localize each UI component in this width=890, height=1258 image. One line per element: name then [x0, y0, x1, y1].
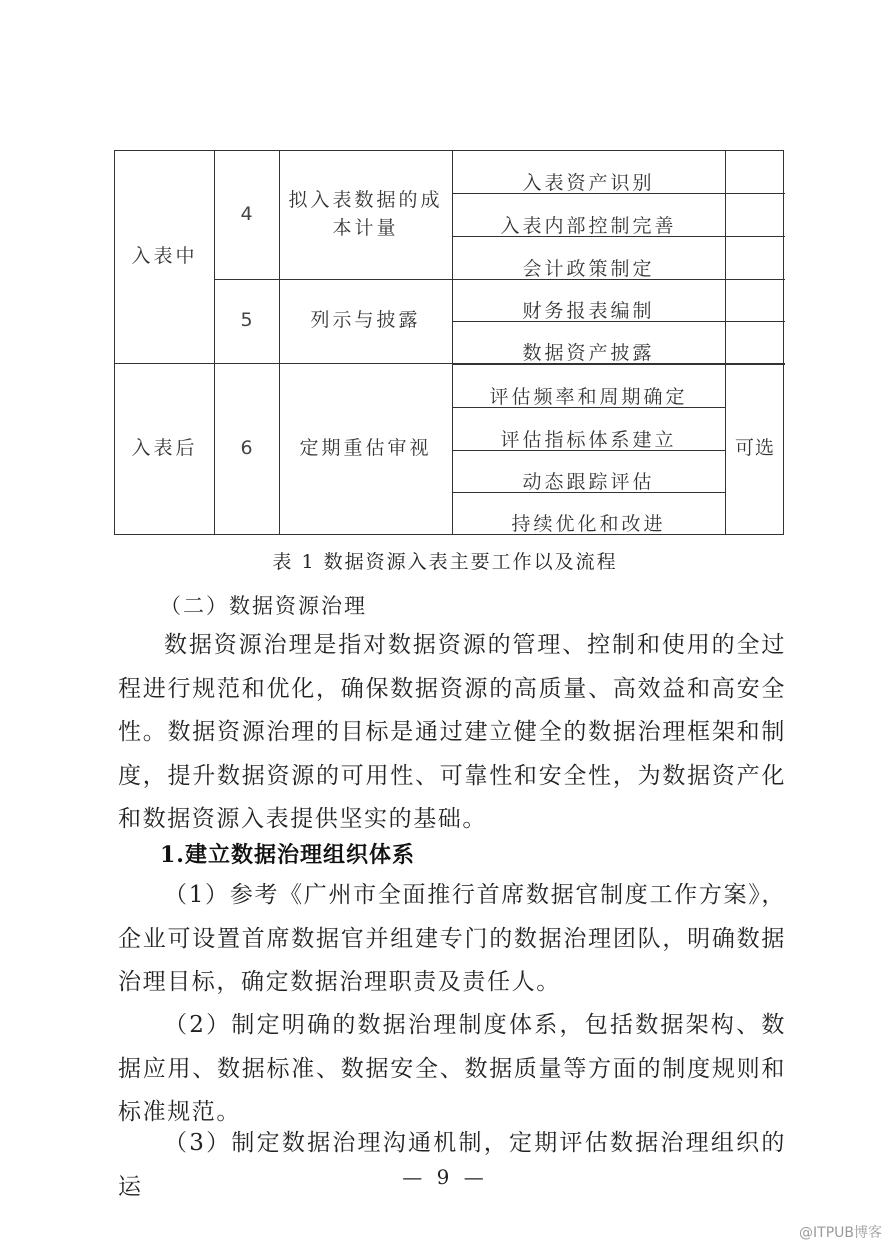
step-name: 定期重估审视 — [299, 437, 432, 460]
step-name-cell — [279, 363, 452, 535]
step-name-cell — [279, 151, 452, 279]
phase-cell — [115, 151, 214, 363]
task-label: 会计政策制定 — [522, 258, 655, 280]
task-cell — [452, 322, 725, 365]
task-cell — [452, 194, 725, 238]
phase-label: 入表中 — [131, 245, 198, 268]
watermark: @ITPUB博客 — [799, 1225, 882, 1241]
task-cell — [452, 364, 725, 409]
task-label: 动态跟踪评估 — [522, 471, 655, 493]
task-label: 入表资产识别 — [522, 172, 655, 194]
sub-heading: 1.建立数据治理组织体系 — [160, 842, 415, 868]
page-number: — 9 — — [402, 1165, 488, 1189]
task-cell — [452, 237, 725, 281]
task-label: 评估频率和周期确定 — [489, 386, 688, 408]
step-number: 6 — [240, 437, 253, 460]
task-cell — [452, 408, 725, 452]
step-name-line: 拟入表数据的成 — [288, 189, 443, 212]
workflow-table — [114, 150, 784, 535]
list-item: （3）制定数据治理沟通机制，定期评估数据治理组织的运 — [118, 1130, 786, 1200]
section-heading: （二）数据资源治理 — [160, 594, 367, 618]
task-label: 评估指标体系建立 — [500, 429, 677, 451]
phase-label: 入表后 — [131, 437, 198, 460]
task-label: 持续优化和改进 — [511, 513, 666, 535]
step-number-cell — [214, 151, 279, 279]
list-item: （1）参考《广州市全面推行首席数据官制度工作方案》，企业可设置首席数据官并组建专门的数据治理团队，明确数据治理目标，确定数据治理职责及责任人。 — [118, 882, 786, 995]
task-cell — [452, 451, 725, 494]
note-cell — [725, 363, 785, 535]
step-name: 列示与披露 — [310, 309, 421, 332]
task-label: 财务报表编制 — [522, 300, 655, 322]
task-cell — [452, 151, 725, 195]
task-label: 入表内部控制完善 — [500, 215, 677, 237]
table-grid-line — [725, 321, 785, 322]
step-number: 4 — [240, 203, 253, 226]
task-cell — [452, 493, 725, 536]
phase-cell — [115, 363, 214, 535]
step-number: 5 — [240, 309, 253, 332]
table-caption: 表 1 数据资源入表主要工作以及流程 — [272, 551, 618, 573]
step-name-line: 本计量 — [332, 217, 399, 239]
step-name-cell — [279, 279, 452, 363]
intro-paragraph: 数据资源治理是指对数据资源的管理、控制和使用的全过程进行规范和优化，确保数据资源的高质量、高效益和高安全性。数据资源治理的目标是通过建立健全的数据治理框架和制度，提升数据资源的可用性、可靠性和安全性，为数据资产化和数据资源入表提供坚实的基础。 — [118, 632, 786, 832]
step-number-cell — [214, 363, 279, 535]
note-label: 可选 — [734, 437, 775, 460]
list-item: （2）制定明确的数据治理制度体系，包括数据架构、数据应用、数据标准、数据安全、数据质量等方面的制度规则和标准规范。 — [118, 1012, 786, 1125]
task-label: 数据资产披露 — [522, 342, 655, 364]
step-number-cell — [214, 279, 279, 363]
task-cell — [452, 280, 725, 323]
